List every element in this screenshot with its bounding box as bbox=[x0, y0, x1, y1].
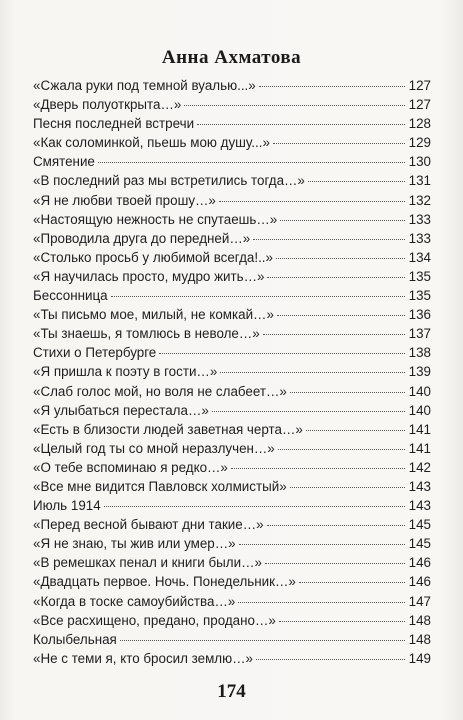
toc-entry-title: Песня последней встречи bbox=[33, 116, 195, 132]
toc-entry-page: 129 bbox=[408, 135, 431, 151]
toc-entry-title: «Ты знаешь, я томлюсь в неволе…» bbox=[33, 326, 260, 342]
toc-entry-page: 127 bbox=[408, 78, 431, 93]
toc-entry bbox=[33, 76, 431, 95]
toc-entry bbox=[33, 305, 431, 324]
dot-leader bbox=[306, 430, 405, 431]
dot-leader bbox=[290, 392, 405, 393]
page-number: 174 bbox=[217, 681, 246, 702]
toc-entry-title: «Настоящую нежность не спутаешь…» bbox=[33, 211, 278, 227]
toc-entry-page: 146 bbox=[408, 555, 431, 571]
toc-entry-title: «Я не знаю, ты жив или умер…» bbox=[33, 536, 236, 552]
toc-entry-page: 131 bbox=[408, 173, 431, 189]
toc-entry-title: «Когда в тоске самоубийства…» bbox=[33, 593, 236, 609]
toc-entry bbox=[33, 649, 431, 668]
toc-entry-title: «Есть в близости людей заветная черта…» bbox=[33, 421, 303, 437]
toc-entry bbox=[33, 420, 431, 439]
toc-entry-page: 142 bbox=[408, 459, 431, 475]
toc-entry bbox=[33, 133, 431, 152]
toc-entry-page: 148 bbox=[408, 631, 431, 647]
toc-entry-title: «Я пришла к поэту в гости…» bbox=[33, 364, 218, 380]
dot-leader bbox=[265, 563, 405, 564]
dot-leader bbox=[238, 602, 404, 603]
toc-entry-title: «Сжала руки под темной вуалью...» bbox=[33, 78, 256, 93]
toc-entry bbox=[33, 324, 431, 343]
toc-entry-title: Июль 1914 bbox=[33, 498, 101, 514]
dot-leader bbox=[273, 143, 405, 144]
toc-entry-title: «Все расхищено, предано, продано…» bbox=[33, 612, 276, 628]
dot-leader bbox=[276, 258, 405, 259]
toc-entry-page: 143 bbox=[408, 498, 431, 514]
dot-leader bbox=[104, 506, 405, 507]
toc-entry-page: 140 bbox=[408, 383, 431, 399]
toc-entry-title: Смятение bbox=[33, 154, 95, 170]
toc-entry bbox=[33, 362, 431, 381]
toc-entry-title: «О тебе вспоминаю я редко…» bbox=[33, 459, 228, 475]
toc-entry-page: 148 bbox=[408, 612, 431, 628]
dot-leader bbox=[299, 582, 405, 583]
dot-leader bbox=[259, 86, 405, 87]
dot-leader bbox=[219, 201, 405, 202]
toc-entry bbox=[33, 286, 431, 305]
toc-entry bbox=[33, 343, 431, 362]
dot-leader bbox=[256, 659, 405, 660]
toc-entry-page: 141 bbox=[408, 440, 431, 456]
dot-leader bbox=[290, 487, 405, 488]
table-of-contents bbox=[33, 76, 431, 668]
toc-entry-title: «Перед весной бывают дни такие…» bbox=[33, 517, 264, 533]
toc-entry-title: «Все мне видится Павловск холмистый» bbox=[33, 478, 287, 494]
toc-entry-title: «Я научилась просто, мудро жить…» bbox=[33, 268, 265, 284]
toc-entry bbox=[33, 248, 431, 267]
toc-entry-page: 139 bbox=[408, 364, 431, 380]
dot-leader bbox=[212, 411, 405, 412]
toc-entry-title: «Двадцать первое. Ночь. Понедельник…» bbox=[33, 574, 296, 590]
toc-entry-title: «Не с теми я, кто бросил землю…» bbox=[33, 650, 253, 666]
dot-leader bbox=[120, 640, 405, 641]
toc-entry-page: 135 bbox=[408, 268, 431, 284]
toc-entry-title: «В последний раз мы встретились тогда…» bbox=[33, 173, 305, 189]
toc-entry bbox=[33, 515, 431, 534]
toc-entry bbox=[33, 458, 431, 477]
toc-entry-page: 136 bbox=[408, 307, 431, 323]
toc-entry bbox=[33, 229, 431, 248]
dot-leader bbox=[159, 353, 404, 354]
toc-entry-page: 130 bbox=[408, 154, 431, 170]
toc-entry-title: Стихи о Петербурге bbox=[33, 345, 157, 361]
toc-entry bbox=[33, 439, 431, 458]
toc-entry-page: 140 bbox=[408, 402, 431, 418]
dot-leader bbox=[280, 220, 404, 221]
toc-entry-title: «Слаб голос мой, но воля не слабеет…» bbox=[33, 383, 287, 399]
toc-entry bbox=[33, 267, 431, 286]
toc-entry-title: Колыбельная bbox=[33, 631, 117, 647]
dot-leader bbox=[184, 105, 404, 106]
toc-entry-title: «Столько просьб у любимой всегда!..» bbox=[33, 249, 273, 265]
toc-entry bbox=[33, 171, 431, 190]
toc-entry-page: 141 bbox=[408, 421, 431, 437]
dot-leader bbox=[308, 181, 405, 182]
toc-entry-page: 149 bbox=[408, 650, 431, 666]
toc-entry bbox=[33, 630, 431, 649]
toc-entry-page: 138 bbox=[408, 345, 431, 361]
dot-leader bbox=[220, 372, 404, 373]
toc-entry-title: «Целый год ты со мной неразлучен…» bbox=[33, 440, 275, 456]
toc-entry-page: 133 bbox=[408, 230, 431, 246]
dot-leader bbox=[253, 239, 404, 240]
toc-entry-page: 127 bbox=[408, 97, 431, 113]
toc-entry-page: 128 bbox=[408, 116, 431, 132]
toc-entry-title: «Ты письмо мое, милый, не комкай…» bbox=[33, 307, 274, 323]
toc-entry-page: 147 bbox=[408, 593, 431, 609]
toc-entry-title: «Я не любви твоей прошу…» bbox=[33, 192, 216, 208]
toc-entry-page: 137 bbox=[408, 326, 431, 342]
toc-entry bbox=[33, 401, 431, 420]
dot-leader bbox=[231, 468, 405, 469]
dot-leader bbox=[278, 449, 405, 450]
dot-leader bbox=[279, 621, 405, 622]
dot-leader bbox=[263, 334, 405, 335]
toc-entry bbox=[33, 477, 431, 496]
dot-leader bbox=[267, 525, 405, 526]
toc-entry-title: «Проводила друга до передней…» bbox=[33, 230, 251, 246]
toc-entry-title: Бессонница bbox=[33, 288, 108, 304]
toc-entry-title: «Дверь полуоткрыта…» bbox=[33, 97, 182, 113]
dot-leader bbox=[267, 277, 404, 278]
running-header: Анна Ахматова bbox=[161, 47, 302, 68]
toc-entry-page: 145 bbox=[408, 536, 431, 552]
toc-entry bbox=[33, 210, 431, 229]
toc-entry bbox=[33, 191, 431, 210]
dot-leader bbox=[197, 124, 405, 125]
toc-entry-page: 143 bbox=[408, 478, 431, 494]
toc-entry bbox=[33, 611, 431, 630]
toc-entry bbox=[33, 592, 431, 611]
dot-leader bbox=[277, 315, 405, 316]
toc-entry-title: «В ремешках пенал и книги были…» bbox=[33, 555, 262, 571]
toc-entry-page: 133 bbox=[408, 211, 431, 227]
toc-entry bbox=[33, 572, 431, 591]
toc-entry bbox=[33, 496, 431, 515]
toc-entry-page: 134 bbox=[408, 249, 431, 265]
toc-entry-page: 145 bbox=[408, 517, 431, 533]
toc-entry bbox=[33, 152, 431, 171]
toc-entry-page: 146 bbox=[408, 574, 431, 590]
toc-entry-page: 135 bbox=[408, 288, 431, 304]
toc-entry-page: 132 bbox=[408, 192, 431, 208]
dot-leader bbox=[239, 544, 405, 545]
toc-entry bbox=[33, 534, 431, 553]
toc-entry-title: «Я улыбаться перестала…» bbox=[33, 402, 209, 418]
dot-leader bbox=[111, 296, 405, 297]
toc-entry bbox=[33, 114, 431, 133]
toc-entry bbox=[33, 553, 431, 572]
toc-entry bbox=[33, 95, 431, 114]
dot-leader bbox=[98, 162, 405, 163]
toc-entry bbox=[33, 382, 431, 401]
toc-entry-title: «Как соломинкой, пьешь мою душу...» bbox=[33, 135, 270, 151]
